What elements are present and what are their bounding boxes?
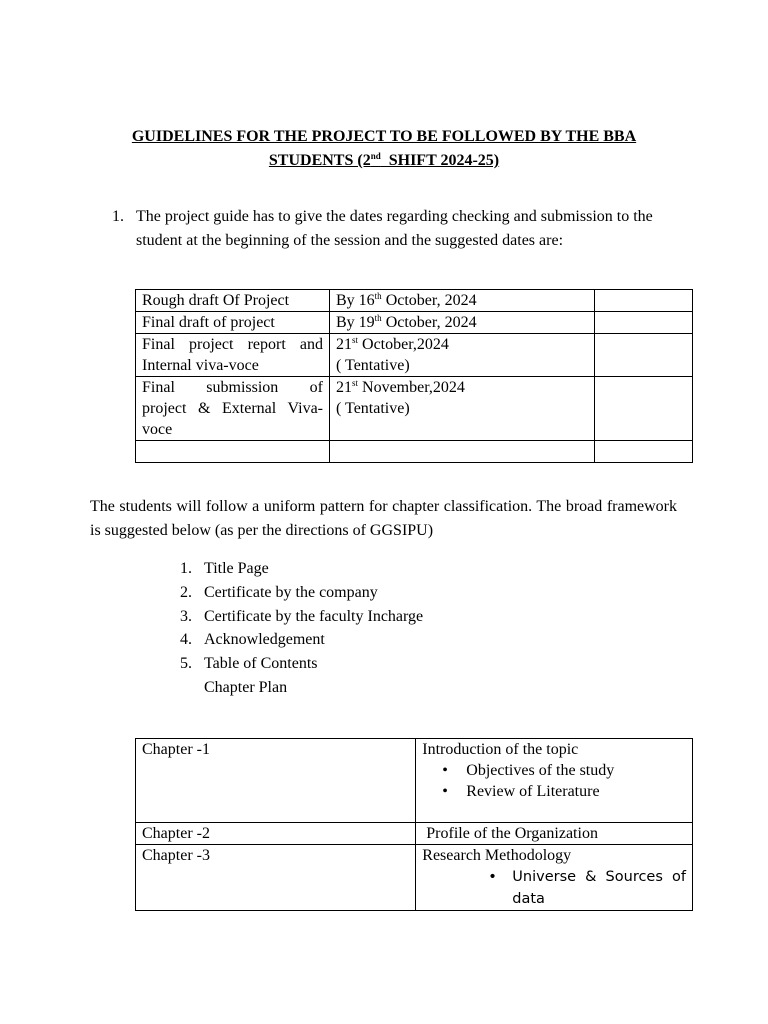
note-cell xyxy=(595,377,693,441)
stage-cell: Rough draft Of Project xyxy=(136,290,330,312)
list-item: • Objectives of the study xyxy=(422,760,686,781)
list-item: • Universe & Sources of data xyxy=(422,866,686,910)
chapter-content-cell: Introduction of the topic • Objectives of the study • Review of Literature xyxy=(416,739,693,823)
chapter-content-cell: Research Methodology • Universe & Sources of data xyxy=(416,845,693,911)
table-row xyxy=(136,845,693,911)
list-item: 4. Acknowledgement xyxy=(180,631,325,649)
note-cell xyxy=(595,312,693,334)
chapter-points xyxy=(422,760,686,802)
table-row xyxy=(136,312,693,334)
chapter-plan-label: Chapter Plan xyxy=(204,679,288,696)
list-item: 3. Certificate by the faculty Incharge xyxy=(180,607,424,625)
chapter-cell: Chapter -3 xyxy=(136,845,416,911)
list-item: 2. Certificate by the company xyxy=(180,583,378,601)
title-line-1: GUIDELINES FOR THE PROJECT TO BE FOLLOWED BY THE BBA xyxy=(131,128,637,145)
list-item: 5. Table of Contents xyxy=(180,655,318,673)
dates-table xyxy=(135,289,693,463)
stage-cell: Final draft of project xyxy=(136,312,330,334)
table-row xyxy=(136,377,693,441)
list-item: • Review of Literature xyxy=(422,781,686,802)
stage-cell: Final submission of project & External Viva- voce xyxy=(136,377,330,441)
table-row xyxy=(136,334,693,377)
document-title xyxy=(88,125,680,173)
intro-item xyxy=(112,205,682,253)
table-row xyxy=(136,290,693,312)
intro-number: 1. xyxy=(112,208,124,225)
framework-paragraph: The students will follow a uniform pattern for chapter classification. The broad framework is suggested below (as per the directions of GGSIPU) xyxy=(90,498,677,539)
table-row-empty xyxy=(136,441,693,463)
note-cell xyxy=(595,334,693,377)
date-cell: By 19th October, 2024 xyxy=(330,312,595,334)
chapters-table xyxy=(135,738,693,911)
table-row xyxy=(136,823,693,845)
note-cell xyxy=(595,290,693,312)
date-cell: By 16th October, 2024 xyxy=(330,290,595,312)
tentative-note: ( Tentative) xyxy=(336,400,410,417)
front-matter-list xyxy=(180,557,423,676)
chapter-cell: Chapter -2 xyxy=(136,823,416,845)
chapter-points xyxy=(422,866,686,910)
title-line-2: STUDENTS (2nd SHIFT 2024-25) xyxy=(268,151,500,169)
table-row xyxy=(136,739,693,823)
chapter-cell: Chapter -1 xyxy=(136,739,416,823)
tentative-note: ( Tentative) xyxy=(336,357,410,374)
stage-cell: Final project report and Internal viva-voce xyxy=(136,334,330,377)
intro-text: The project guide has to give the dates regarding checking and submission to the student at the beginning of the session and the suggested dates are: xyxy=(136,208,653,249)
date-cell: 21st October,2024 ( Tentative) xyxy=(330,334,595,377)
list-item: 1. Title Page xyxy=(180,560,269,577)
chapter-content-cell: Profile of the Organization xyxy=(416,823,693,845)
date-cell: 21st November,2024 ( Tentative) xyxy=(330,377,595,441)
